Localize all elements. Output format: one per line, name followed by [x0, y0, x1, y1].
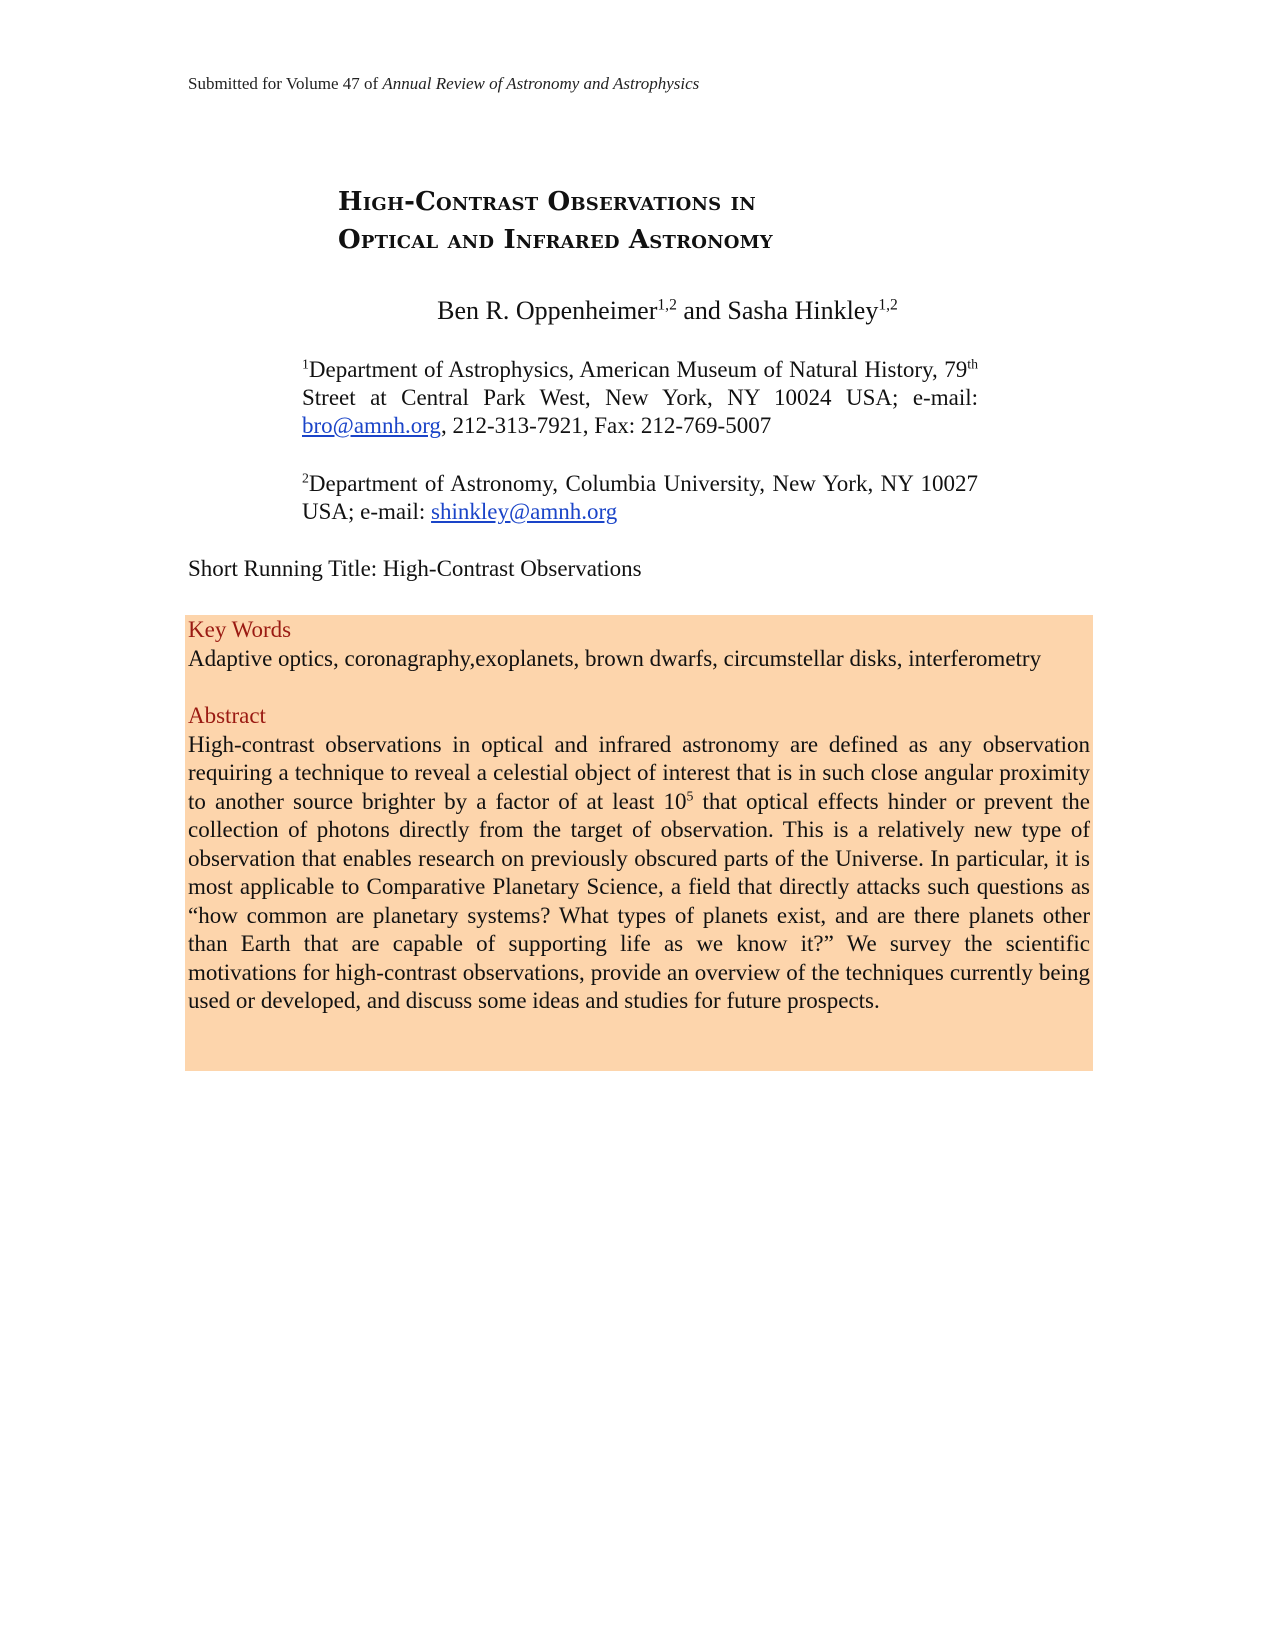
abstract-exponent: 5	[686, 787, 694, 803]
running-title: Short Running Title: High-Contrast Observations	[188, 556, 642, 581]
author-list	[0, 296, 1275, 326]
abstract-text-part-2: that optical effects hinder or prevent the collection of photons directly from the target of observation. This is a relatively new type of observation that enables research on previously obscured parts of the Universe. In particular, it is most applicable to Comparative Planetary Science, a field that directly attacks such questions as “how common are planetary systems? What types of planets exist, and are there planets other than Earth that are capable of supporting life as we know it?” We survey the scientific motivations for high-contrast observations, provide an overview of the techniques currently being used or developed, and discuss some ideas and studies for future prospects.	[188, 788, 1090, 1013]
author-joiner: and	[676, 296, 728, 325]
email-link-shinkley[interactable]: shinkley@amnh.org	[431, 499, 618, 524]
keywords-abstract-box	[185, 615, 1093, 1071]
journal-name: Annual Review of Astronomy and Astrophysics	[382, 74, 700, 93]
paper-title	[338, 183, 1058, 259]
affiliation-1-text-c: , 212-313-7921, Fax: 212-769-5007	[440, 413, 772, 438]
affiliation-2	[302, 470, 978, 526]
keywords-heading: Key Words	[188, 617, 292, 642]
affiliation-2-marker: 2	[302, 470, 309, 486]
affiliation-1	[302, 356, 978, 440]
email-link-bro[interactable]: bro@amnh.org	[302, 413, 441, 438]
title-line-1: High-Contrast Observations in	[338, 187, 756, 217]
abstract-heading: Abstract	[188, 703, 266, 728]
affiliation-1-ordinal: th	[967, 356, 978, 372]
author-2: Sasha Hinkley	[727, 296, 879, 325]
author-1-affiliation: 1,2	[657, 296, 677, 314]
author-2-affiliation: 1,2	[878, 296, 898, 314]
author-1: Ben R. Oppenheimer	[437, 296, 658, 325]
abstract-text-part-1: High-contrast observations in optical and infrared astronomy are defined as any observation requiring a technique to reveal a celestial object of interest that is in such close angular proximity to another source brighter by a factor of at least 10	[188, 731, 1090, 814]
affiliation-1-text-b: Street at Central Park West, New York, NY 10024 USA; e-mail:	[302, 385, 978, 410]
submission-prefix: Submitted for Volume 47 of	[188, 74, 383, 93]
affiliation-1-marker: 1	[302, 356, 309, 372]
affiliation-1-text-a: Department of Astrophysics, American Museum of Natural History, 79	[308, 357, 968, 382]
title-line-2: Optical and Infrared Astronomy	[338, 225, 773, 255]
keywords-text: Adaptive optics, coronagraphy,exoplanets, brown dwarfs, circumstellar disks, interferometry	[188, 645, 1042, 671]
submission-header	[188, 74, 699, 94]
affiliation-2-text: Department of Astronomy, Columbia University, New York, NY 10027 USA; e-mail:	[302, 471, 978, 524]
abstract-text	[188, 731, 1090, 1016]
